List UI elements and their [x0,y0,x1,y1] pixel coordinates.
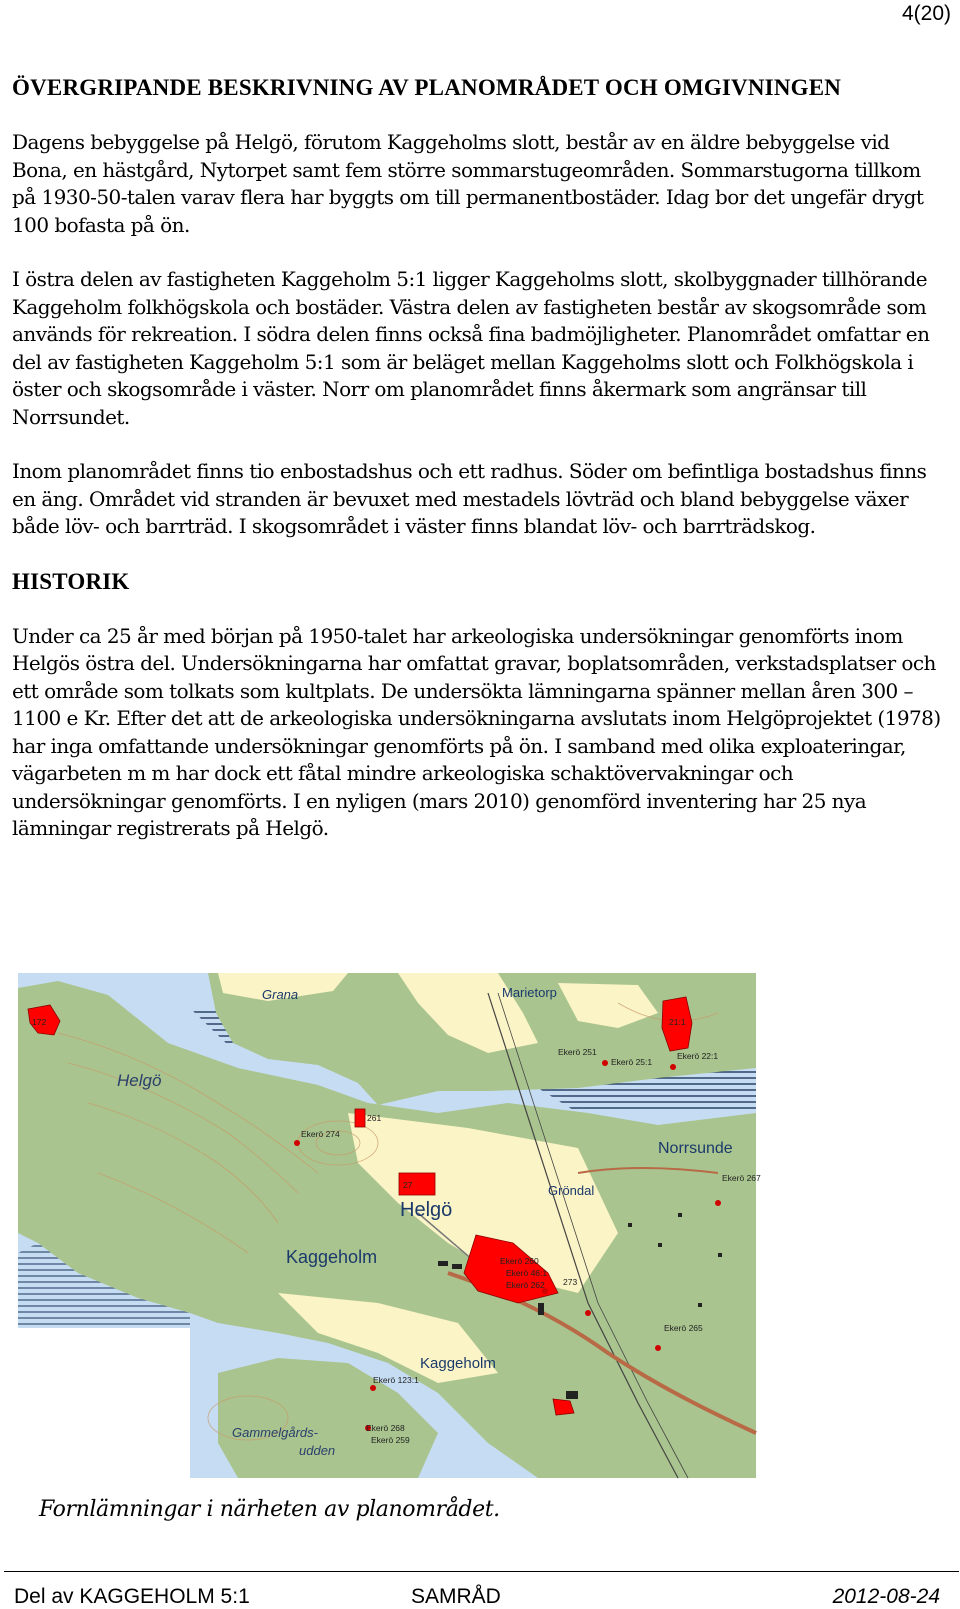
map-site-label: Ekerö 46:1 [506,1268,548,1278]
map-label-grana: Grana [262,987,299,1002]
figure-caption: Fornlämningar i närheten av planområdet. [39,1497,500,1522]
map-site-label: Ekerö 123:1 [373,1375,419,1385]
paragraph: Under ca 25 år med början på 1950-talet har arkeologiska undersökningar genomförts inom Helgös östra del. Undersökningarna har omfattat gravar, boplatsområden, verkstadsplatser och ett område som tolkats som kultplats. De undersökta lämningarna spänner mellan åren 300 – 1100 e Kr. Efter det att de arkeologiska undersökningarna avslutats inom Helgöprojektet (1978) har inga omfattande undersökningar genomförts på ön. I samband med olika exploateringar, vägarbeten m m har dock ett fåtal mindre arkeologiska schaktövervakningar och undersökningar genomförts. I en nyligen (mars 2010) genomförd inventering har 25 nya lämningar registrerats på Helgö. [12,623,941,840]
map-label-kaggeholm-south: Kaggeholm [420,1355,496,1372]
map-site-label: Ekerö 274 [301,1129,340,1139]
map-label-gammelgards-2: udden [299,1443,336,1458]
map-label-gammelgards-1: Gammelgårds- [232,1425,318,1440]
map-site-label: 172 [32,1017,47,1027]
section-heading-history: HISTORIK [12,568,130,594]
map-site-label: Ekerö 22:1 [677,1051,719,1061]
page-number: 4(20) [901,2,951,25]
paragraph: I östra delen av fastigheten Kaggeholm 5:1 ligger Kaggeholms slott, skolbyggnader tillhörande Kaggeholm folkhögskola och bostäder. Västra delen av fastigheten består av skogsområde som används för rekreation. I södra delen finns också fina badmöjligheter. Planområdet omfattar en del av fastigheten Kaggeholm 5:1 som är beläget mellan Kaggeholms slott och Folkhögskola i öster och skogsområde i väster. Norr om planområdet finns åkermark som angränsar till Norrsundet. [12,267,930,429]
map-site-label: Ekerö 259 [371,1435,410,1445]
map-site-label: Ekerö 262 [506,1280,545,1290]
map-label-kaggeholm-west: Kaggeholm [286,1247,378,1267]
map-label-norrsundet: Norrsunde [658,1140,733,1157]
map-site-label: Ekerö 268 [366,1423,405,1433]
footer-divider [4,1571,959,1572]
map-label-gronadal: Gröndal [548,1183,595,1198]
map-site-label: Ekerö 25:1 [611,1057,653,1067]
map-site-label: Ekerö 267 [722,1173,761,1183]
map-figure [18,973,761,1478]
document-body [12,74,942,870]
footer-status: SAMRÅD [411,1585,501,1608]
paragraph: Inom planområdet finns tio enbostadshus och ett radhus. Söder om befintliga bostadshus finns en äng. Området vid stranden är bevuxet med mestadels lövträd och bland bebyggelse växer både löv- och barrträd. I skogsområdet i väster finns blandat löv- och barrträdskog. [12,459,927,538]
map-label-marietorp: Marietorp [502,985,557,1000]
map-site-label: 27 [403,1180,413,1190]
map-label-helgo-west: Helgö [117,1071,162,1090]
map-site-label: 21:1 [669,1017,686,1027]
map-label-helgo-center: Helgö [400,1199,453,1221]
footer-date: 2012-08-24 [832,1585,940,1608]
section-heading-overview: ÖVERGRIPANDE BESKRIVNING AV PLANOMRÅDET OCH OMGIVNINGEN [12,75,842,100]
map-site-label: Ekerö 265 [664,1323,703,1333]
map-site-label: Ekerö 251 [558,1047,597,1057]
map-blank-corner [18,1328,190,1478]
map-site-label: 273 [563,1277,578,1287]
footer-property: Del av KAGGEHOLM 5:1 [14,1585,250,1608]
map-site-261 [355,1109,365,1127]
map-site-label: 261 [367,1113,382,1123]
map-site-label: Ekerö 260 [500,1256,539,1266]
paragraph: Dagens bebyggelse på Helgö, förutom Kaggeholms slott, består av en äldre bebyggelse vid Bona, en hästgård, Nytorpet samt fem större sommarstugeområden. Sommarstugorna tillkom på 1930-50-talen varav flera har byggts om till permanentbostäder. Idag bor det ungefär drygt 100 bofasta på ön. [12,130,924,237]
